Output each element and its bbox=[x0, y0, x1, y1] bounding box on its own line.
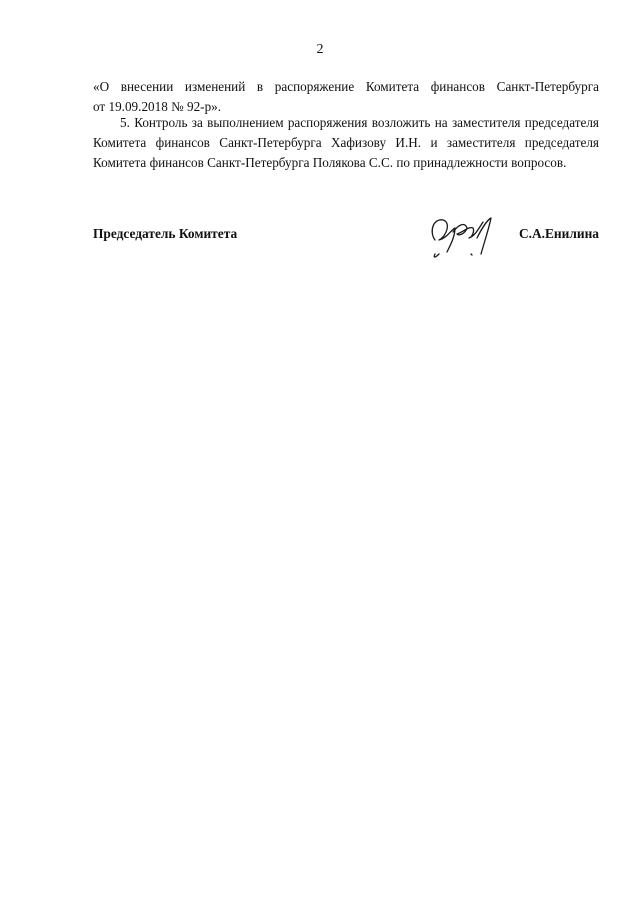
paragraph-continuation bbox=[93, 77, 599, 117]
signatory-name: С.А.Енилина bbox=[518, 226, 599, 241]
signatory-title: Председатель Комитета bbox=[93, 226, 238, 241]
paragraph-item-5 bbox=[93, 113, 599, 173]
paragraph-line: 5. Контроль за выполнением распоряжения возложить на заместителя председателя bbox=[120, 115, 599, 130]
handwritten-signature bbox=[425, 210, 505, 262]
page-number: 2 bbox=[316, 42, 324, 57]
paragraph-line: Комитета финансов Санкт-Петербурга Полякова С.С. по принадлежности вопросов. bbox=[93, 155, 567, 170]
paragraph-line: «О внесении изменений в распоряжение Комитета финансов Санкт-Петербурга bbox=[93, 79, 599, 94]
paragraph-line: от 19.09.2018 № 92-р». bbox=[93, 99, 222, 114]
paragraph-line: Комитета финансов Санкт-Петербурга Хафизову И.Н. и заместителя председателя bbox=[93, 135, 599, 150]
signature-block bbox=[93, 215, 599, 265]
